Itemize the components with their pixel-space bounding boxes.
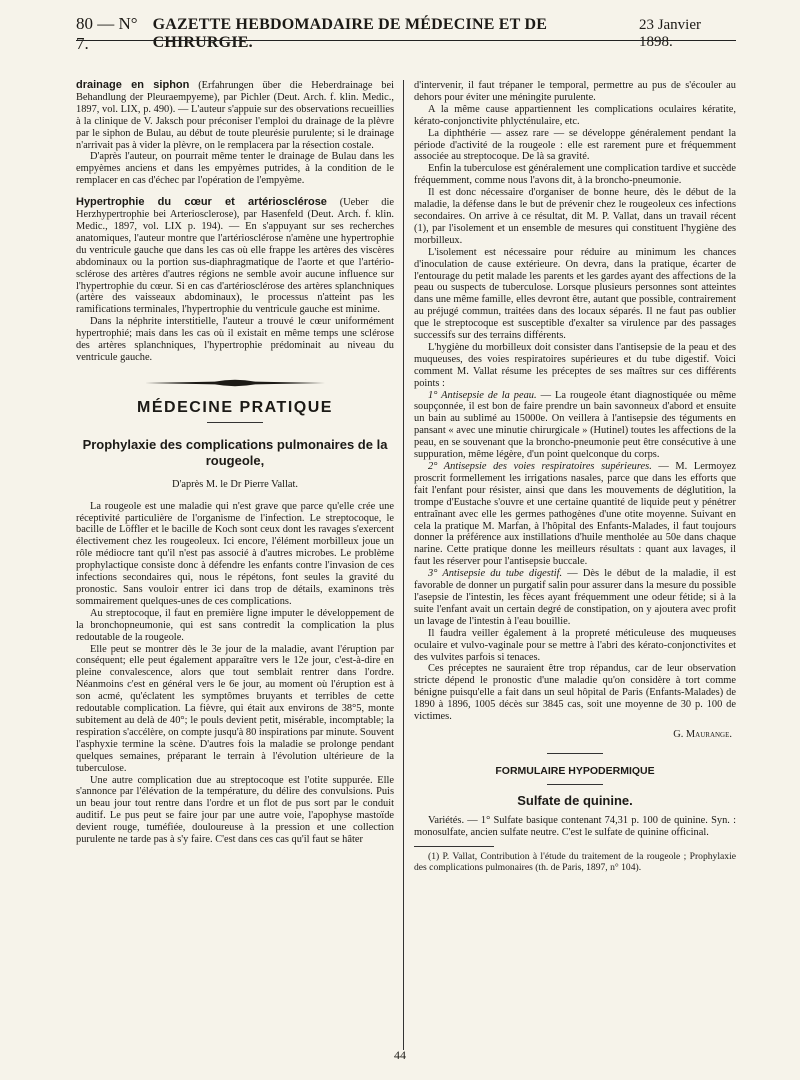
precept-2 — [414, 461, 736, 568]
right-column — [414, 80, 736, 873]
article-paragraph: Enfin la tuberculose est généralement une complication tardive et succède fréquemment, comme nous l'avons dit, à la broncho-pneumonie. — [414, 163, 736, 187]
issue-date: 23 Janvier 1898. — [638, 17, 702, 50]
article-paragraph: La rougeole est une maladie qui n'est grave que parce qu'elle crée une réceptivité particulière de l'organisme de l'infection. Le streptocoque, le bacille de Löffler et le bacille de Koch sont ceux dont les ravages s'exercent électivement chez les rougeoleux. Ici encore, l'élément morbilleux joue un rôle médiocre tant qu'il n'est pas associé à d'autres microbes. Le problème prophylactique consiste donc à défendre les enfants contre l'invasion de ces infections secondaires qui, nous le répétons, font seules la gravité du pronostic. Sans vouloir entrer ici dans trop de détails, examinons très sommairement quelques-unes de ces complications. — [76, 500, 394, 607]
quinine-text: Variétés. — 1° Sulfate basique contenant 74,31 p. 100 de quinine. Syn. : monosulfate, ancien sulfate neutre. C'est le sulfate de quinine officinal. — [414, 814, 736, 838]
article-paragraph: Il est donc nécessaire d'organiser de bonne heure, dès le début de la maladie, la défense dans le but de prévenir chez le rougeoleux ces infections secondaires. On arrive à ce résultat, dit M. P. Vallat, dans un travail récent (1), par l'isolement et un ensemble de mesures qui constituent l'hygiène des morbilleux. — [414, 187, 736, 246]
precept-1-text: — La rougeole étant diagnostiquée ou même soupçonnée, il est bon de faire prendre un bain savonneux d'abord et ensuite un bain au sublimé au 15000e. On veillera à l'antisepsie des téguments en pansant « avec une minutie chirurgicale » (Hutinel) toutes les affections de la peau, en se souvenant que la broncho-pneumonie peut être consécutive à une suppuration, même légère, d'un point quelconque du corps. — [414, 389, 736, 461]
article-paragraph: La diphthérie — assez rare — se développe généralement pendant la période d'activité de la rougeole : elle est rarement pure et fréquemment associée au streptocoque. De là sa gravité. — [414, 127, 736, 163]
column-divider — [403, 80, 404, 1050]
hypertrophie-heading: Hypertrophie du cœur et artériosclérose — [76, 196, 327, 209]
section-rule — [207, 422, 263, 423]
page-header — [76, 14, 736, 53]
siphon-text: (Erfahrungen über die Heberdrainage bei Behandlung der Pleuraempyeme), par Pichler (Deut. Arch. f. klin. Medic., 1897, vol. LIX, p. 490). — L'auteur s'appuie sur des observations recueillies à la clinique de V. Jaksch pour préconiser l'emploi du drainage de la plèvre par le siphon de Bulau, au début de toute pleurésie purulente; si le drainage n'arrivait pas à vider la plèvre, on le remplacera par la résection costale. — [76, 80, 394, 151]
hypertrophie-paragraph — [76, 197, 394, 316]
precept-1 — [414, 390, 736, 461]
article-paragraph: A la même cause appartiennent les complications oculaires kératite, kérato-conjonctivite phlycténulaire, etc. — [414, 103, 736, 127]
article-paragraph: Ces préceptes ne sauraient être trop répandus, car de leur observation stricte dépend le pronostic d'une maladie qu'on considère à tort comme bénigne puisqu'elle a fait dans un seul hôpital de Paris (Enfants-Malades) de 1890 à 1896, 1005 décès sur 3845 cas, soit une moyenne de 30 p. 100 de victimes. — [414, 663, 736, 723]
hypertrophie-paragraph-2: Dans la néphrite interstitielle, l'auteur a trouvé le cœur uniformément hypertrophié; mais dans les cas où il existait en même temps une sclérose des artères splanchniques, l'hypertrophie prédominait au niveau du ventricule gauche. — [76, 316, 394, 363]
article-signature: G. Maurange. — [673, 728, 732, 740]
precept-2-text: — M. Lermoyez proscrit formellement les irrigations nasales, parce que dans les efforts que fait l'enfant pour résister, ainsi que dans les mouvements de déglutition, la trompe d'Eustache s'ouvre et une certaine quantité de liquide peut y pénétrer entraînant avec elle les germes pathogènes d'une otite moyenne. Suivant en cela la pratique M. Marfan, à l'hôpital des Enfants-Malades, il faut toujours donner la préférence aux instillations d'huile mentholée au 50e dans chaque narine. Cette pratique donne les meilleurs résultats : quant aux lavages, il faut les réserver pour l'antisepsie buccale. — [414, 461, 737, 568]
ornamental-rule — [76, 378, 394, 388]
formulaire-title: FORMULAIRE HYPODERMIQUE — [495, 764, 655, 777]
header-rule — [76, 40, 736, 41]
footnote: (1) P. Vallat, Contribution à l'étude du traitement de la rougeole ; Prophylaxie des complications pulmonaires (th. de Paris, 1897, n° 104). — [414, 851, 736, 874]
article-paragraph: L'isolement est nécessaire pour réduire au minimum les chances d'inoculation de cause extérieure. On devra, dans la pratique, écarter de l'entourage du petit malade les parents et les gardes ayant des affections de la peau ou suspects de tuberculose. Lorsque plusieurs personnes sont atteintes dans une même famille, elles devront être, autant que possible, contrairement au préjugé commun, traitées dans des locaux séparés. Il ne faut pas oublier que le streptocoque est susceptible d'exalter sa virulence par des passages successifs sur des terrains différents. — [414, 246, 736, 342]
precept-2-label: 2° Antisepsie des voies respiratoires supérieures. — [428, 461, 652, 472]
page-number: 44 — [394, 1048, 406, 1062]
siphon-paragraph — [76, 80, 394, 151]
article-paragraph: Elle peut se montrer dès le 3e jour de la maladie, avant l'éruption par conséquent; elle peut également apparaître vers le 12e jour, c'est-à-dire en pleine convalescence, alors que tout semblait rentrer dans l'ordre. Néanmoins c'est en général vers le 6e jour, au moment où l'éruption est à son acmé, qu'éclatent les symptômes bruyants et terribles de cette redoutable complication. La fièvre, qui était aux environs de 38°5, monte subitement au delà de 40°; le pouls devient petit, misérable, incomptable; la respiration s'accélère, on compte jusqu'à 80 inspirations par minute. Souvent l'asphyxie termine la scène. D'autres fois la maladie se prolonge pendant quelques semaines, préparant le terrain à l'évolution ultérieure de la tuberculose. — [76, 643, 394, 774]
precept-3-label: 3° Antisepsie du tube digestif. — [428, 568, 563, 580]
article-paragraph: L'hygiène du morbilleux doit consister dans l'antisepsie de la peau et des muqueuses, des voies respiratoires supérieures et du tube digestif. Voici comment M. Vallat résume les préceptes de ses maîtres sur ces différents points : — [414, 341, 736, 389]
siphon-paragraph-2: D'après l'auteur, on pourrait même tenter le drainage de Bulau dans les empyèmes anciens et dans les empyèmes putrides, à la condition de le remplacer en cas d'échec par l'opération de l'empyème. — [76, 151, 394, 187]
footnote-rule — [414, 846, 494, 847]
precept-3-text: — Dès le début de la maladie, il est favorable de donner un purgatif salin pour assurer dans la mesure du possible l'asepsie de l'intestin, les fèces ayant fréquemment une odeur fétide; si à la suite l'enfant avait un certain degré de constipation, on y ajoutera avec profit un lavage de l'intestin à l'eau bouillie. — [414, 568, 737, 627]
siphon-heading: drainage en siphon — [76, 79, 190, 91]
section-rule — [547, 784, 603, 785]
article-byline: D'après M. le Dr Pierre Vallat. — [171, 478, 299, 490]
quinine-title: Sulfate de quinine. — [517, 792, 633, 808]
precept-1-label: 1° Antisepsie de la peau. — [428, 389, 537, 401]
section-rule — [547, 753, 603, 754]
left-column — [76, 80, 394, 846]
article-paragraph: Au streptocoque, il faut en première ligne imputer le développement de la bronchopneumonie, qui est sans contredit la complication la plus redoutable de la rougeole. — [76, 607, 394, 643]
article-paragraph: Il faudra veiller également à la propreté méticuleuse des muqueuses oculaire et vulvo-vaginale pour se mettre à l'abri des kérato-conjonctivites et des vulvites parfois si tenaces. — [414, 627, 736, 663]
article-paragraph: d'intervenir, il faut trépaner le temporal, permettre au pus de s'écouler au dehors pour éviter une méningite purulente. — [414, 80, 736, 103]
page-folio: 80 — N° 7. — [76, 14, 138, 53]
article-paragraph: Une autre complication due au streptocoque est l'otite suppurée. Elle s'annonce par l'élévation de la température, du délire des convulsions. Puis un beau jour tout rentre dans l'ordre et un flot de pus sort par le conduit auditif. Le pus peut se faire jour par une autre voie, l'apophyse mastoïde devient rouge, tuméfiée, douloureuse à la pression et une collection purulente ne tarde pas à s'y faire. C'est dans ces cas qu'il faut se hâter — [76, 774, 394, 846]
section-title: MÉDECINE PRATIQUE — [137, 398, 333, 416]
journal-title: GAZETTE HEBDOMADAIRE DE MÉDECINE ET DE CHIRURGIE. — [152, 16, 548, 51]
article-title: Prophylaxie des complications pulmonaires de la rougeole, — [82, 436, 388, 468]
precept-3 — [414, 568, 736, 628]
hypertrophie-text: (Ueber die Herzhypertrophie bei Arteriosclerose), par Hasenfeld (Deut. Arch. f. klin. Medic., 1897, vol. LIX p. 194). — En s'appuyant sur ses recherches anatomiques, l'auteur montre que l'artériosclérose n'amène une hypertrophie du ventricule gauche que dans les cas où elle frappe les artères des viscères abdominaux ou la portion sus-diaphragmatique de l'aorte et que l'artério-sclérose des artères d'autres régions ne semble avoir aucune influence sur l'hypertrophie du cœur. Si en cas d'artériosclérose des artères splanchniques (artère des vaisseaux abdominaux), le processus n'atteint pas les ramifications terminales, l'hypertrophie du ventricule gauche est minime. — [76, 197, 394, 316]
